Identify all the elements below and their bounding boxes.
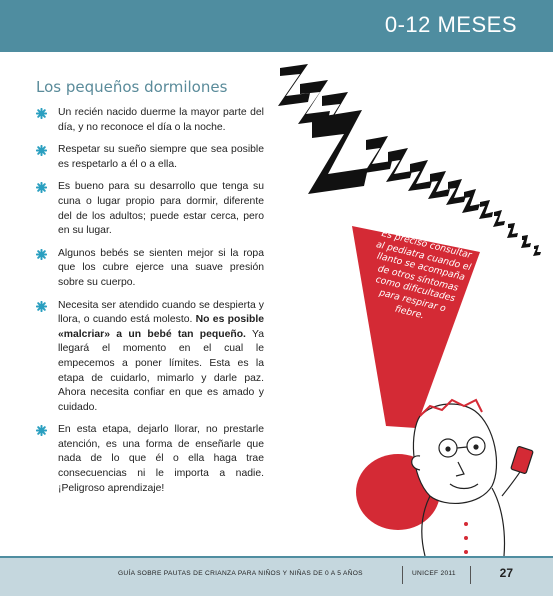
bullet-text (58, 300, 264, 413)
bullet-star-icon (36, 425, 47, 436)
bullet-text-bold: No es posible «malcriar» a un bebé tan pequeño. (58, 314, 264, 340)
bullet-star-icon (36, 145, 47, 156)
bullet-text: En esta etapa, dejarlo llorar, no prestarle atención, es una forma de enseñarle que nada de lo que él o ella haga trae consecuencias ni le importa a nadie. ¡Peligroso aprendizaje! (58, 424, 264, 494)
doctor-illustration (412, 400, 534, 556)
sleeping-z-icon (278, 64, 541, 256)
list-item (36, 106, 264, 135)
list-item (36, 180, 264, 238)
page-header (0, 0, 553, 52)
bullet-list (36, 106, 264, 504)
bullet-text: Algunos bebés se sienten mejor si la ropa que los cubre ejerce una suave presión sobre su cuerpo. (58, 247, 264, 288)
footer-separator (470, 566, 471, 584)
list-item (36, 299, 264, 416)
bullet-text-part: Ya llegará el momento en el cual le empecemos a poner límites. Esta es la etapa de cuidarlo, mimarlo y darle paz. Ahora necesita confiar en que es amado y cuidado. (58, 328, 264, 413)
callout-text: Es preciso consultar al pediatra cuando el llanto se acompaña de otros síntomas como dificultades para respirar o fiebre. (374, 228, 473, 321)
footer-org: UNICEF 2011 (412, 570, 456, 577)
page-number: 27 (499, 566, 513, 580)
bullet-text-part: Necesita ser atendido cuando se despierta y llora, o cuando está molesto. (58, 299, 264, 326)
bullet-star-icon (36, 301, 47, 312)
list-item (36, 143, 264, 172)
footer-separator (402, 566, 403, 584)
bullet-star-icon (36, 182, 47, 193)
bullet-text: Es bueno para su desarrollo que tenga su cuna o lugar propio para dormir, diferente del de los adultos; puede estar cerca, pero en su lugar. (58, 181, 264, 237)
section-title: Los pequeños dormilones (36, 78, 228, 96)
footer-guide-title: GUÍA SOBRE PAUTAS DE CRIANZA PARA NIÑOS Y NIÑAS DE 0 A 5 AÑOS (118, 570, 363, 577)
bullet-text: Un recién nacido duerme la mayor parte del día, y no reconoce el día o la noche. (58, 107, 264, 133)
bullet-text: Respetar su sueño siempre que sea posible es respetarlo a él o a ella. (58, 144, 264, 170)
page-header-title: 0-12 MESES (384, 12, 517, 37)
bullet-star-icon (36, 249, 47, 260)
bullet-star-icon (36, 108, 47, 119)
list-item (36, 423, 264, 496)
list-item (36, 247, 264, 291)
